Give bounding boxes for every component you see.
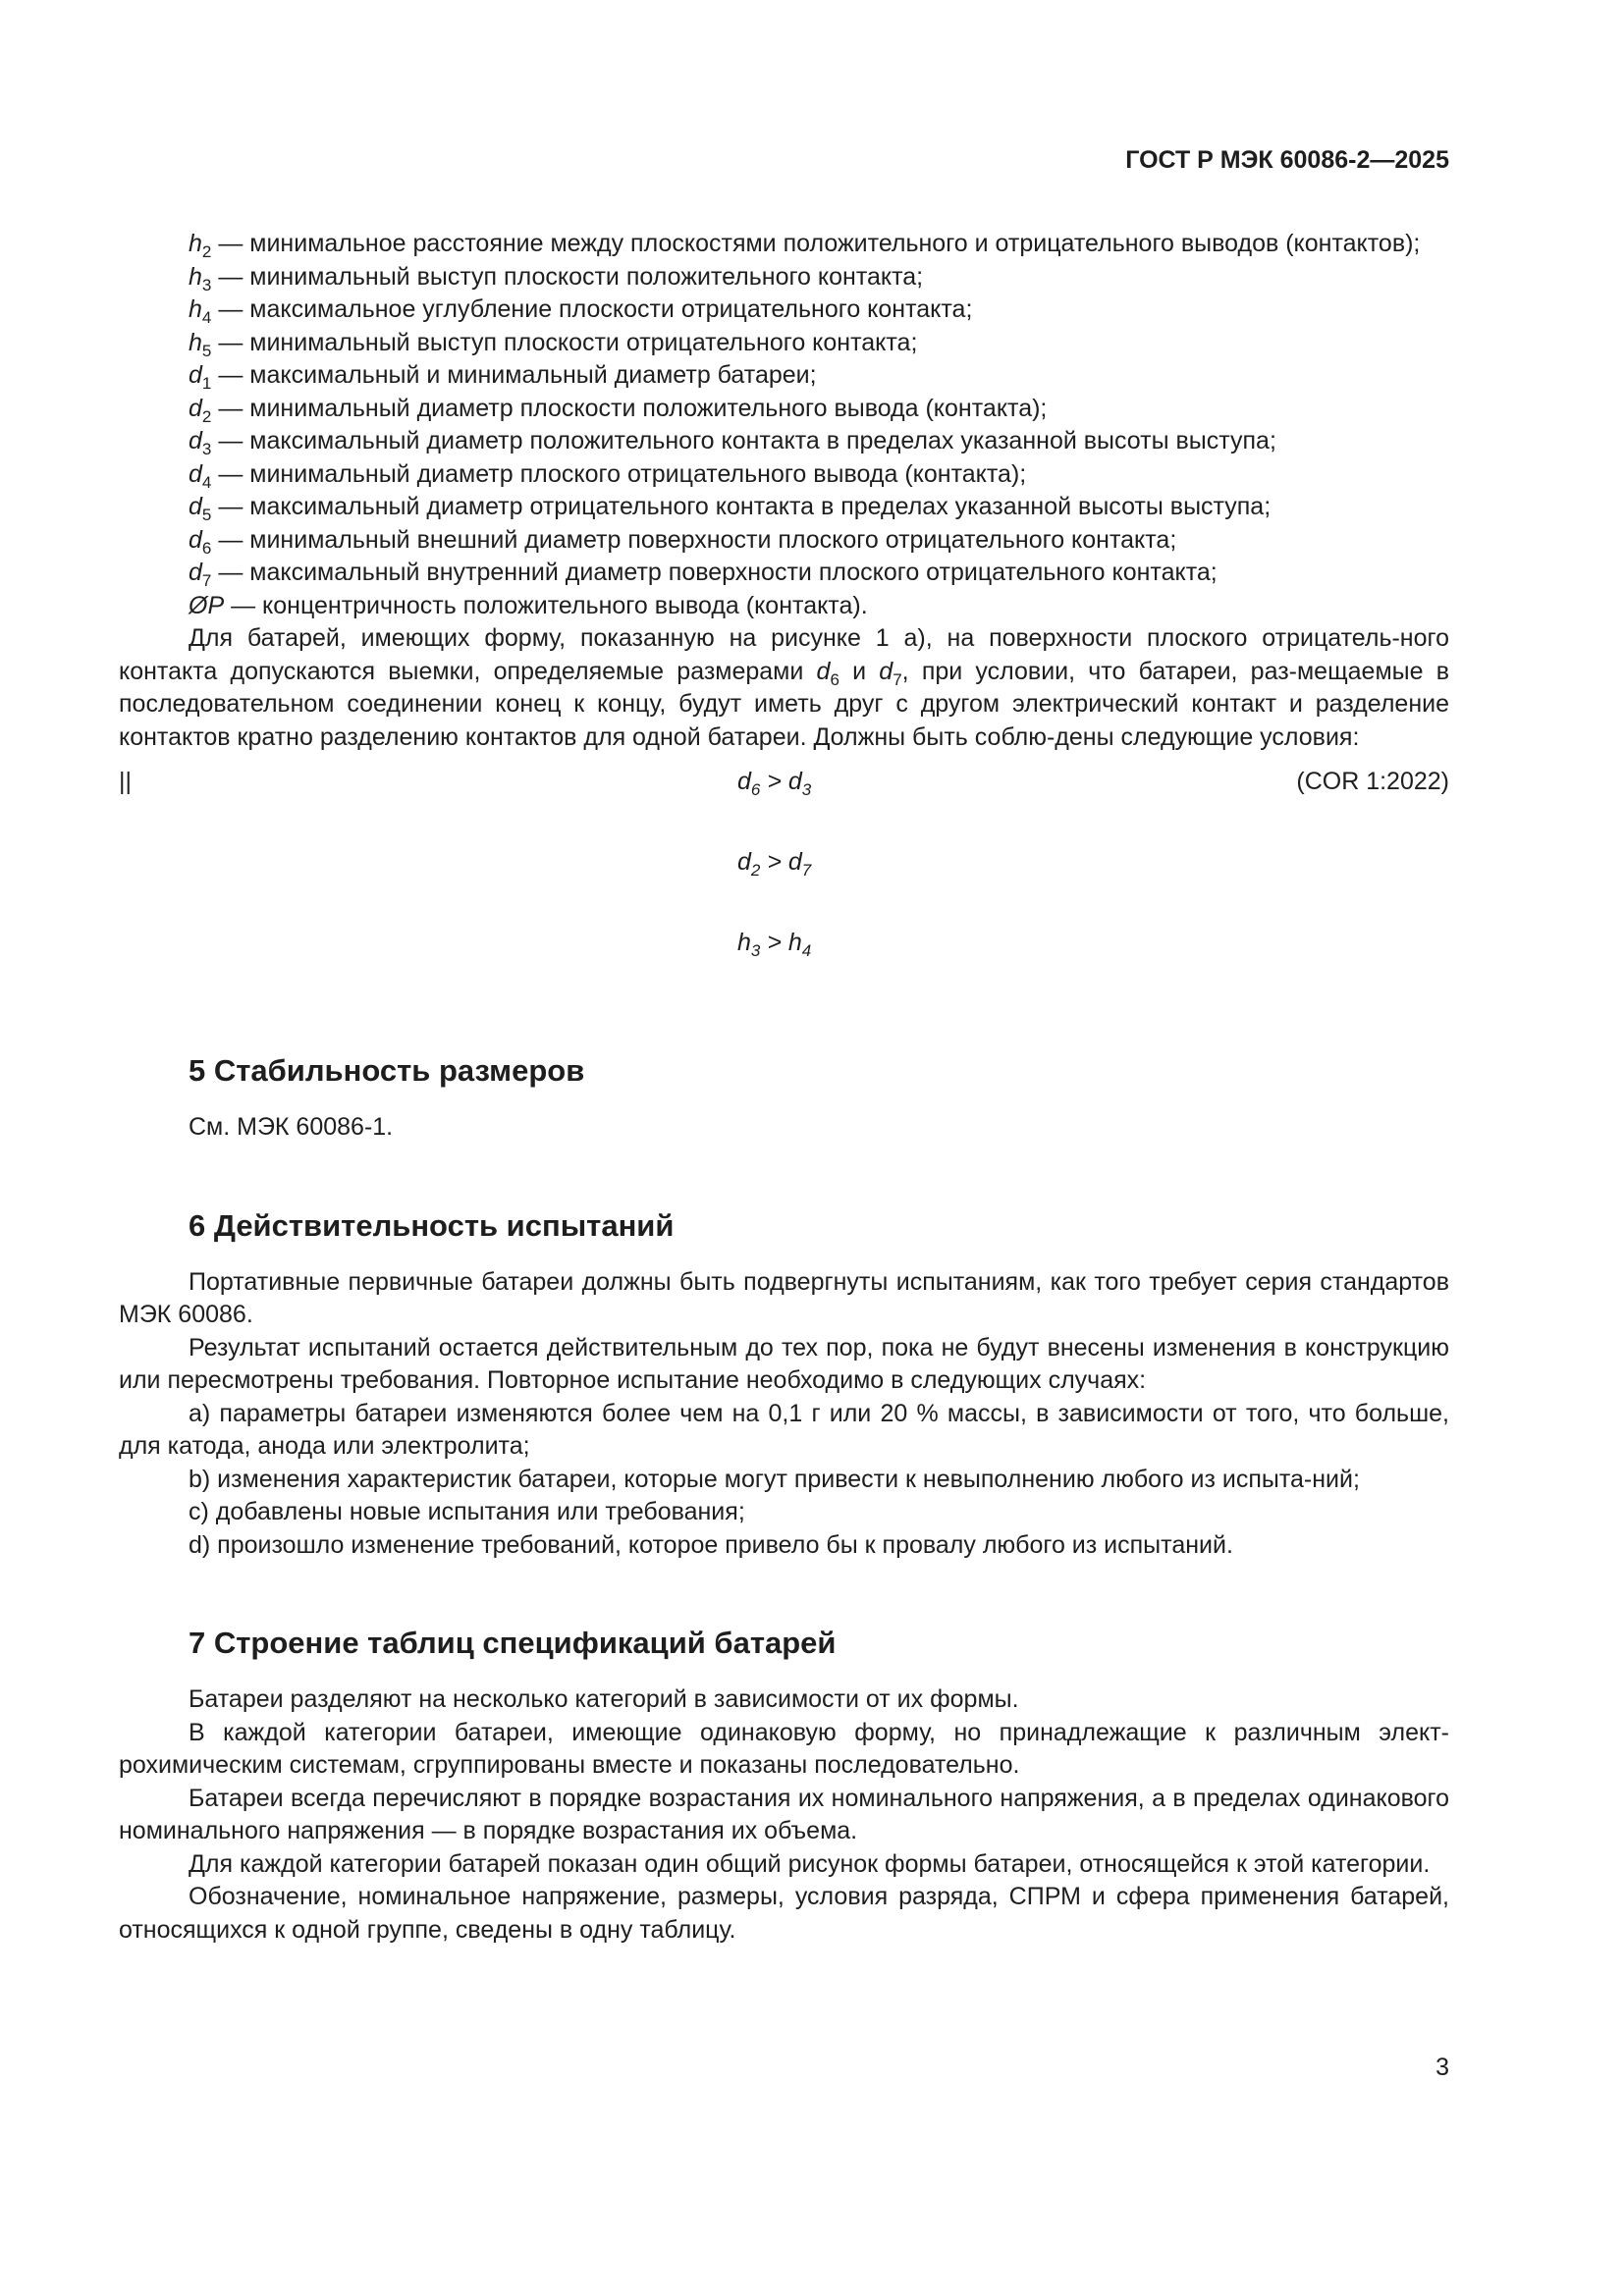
definition-item: $d_3$ — максимальный диаметр положительного контакта в пределах указанной высоты выступа; xyxy=(189,427,1276,458)
section-7-paragraph: Обозначение, номинальное напряжение, размеры, условия разряда, СПРМ и сфера применения батарей, относящихся к одной группе, сведены в одну таблицу. xyxy=(119,1883,1449,1944)
page-number: 3 xyxy=(1435,2054,1449,2081)
definition-item: $h_4$ — максимальное углубление плоскости отрицательного контакта; xyxy=(189,295,973,327)
definition-item: $h_2$ — минимальное расстояние между плоскостями положительного и отрицательного выводов (контактов); xyxy=(189,230,1421,261)
formula-expression: $d_2 > d_7$ xyxy=(737,848,812,880)
section-7-heading: 7 Строение таблиц спецификаций батарей xyxy=(189,1626,837,1660)
section-6-paragraph: Портативные первичные батареи должны быть подвергнуты испытаниям, как того требует серия стандартов МЭК 60086. xyxy=(119,1267,1449,1328)
formula-expression: $h_3 > h_4$ xyxy=(737,929,812,960)
formula-row xyxy=(119,915,1449,995)
page-body xyxy=(119,228,1449,1947)
section-7-paragraph: Батареи всегда перечисляют в порядке возрастания их номинального напряжения, а в пределах одинакового номинального напряжения — в порядке возрастания их объема. xyxy=(119,1784,1449,1844)
section-6-list-item: c) добавлены новые испытания или требования; xyxy=(189,1498,745,1525)
intro-paragraph: Для батарей, имеющих форму, показанную на рисунке 1 а), на поверхности плоского отрицатель-ного контакта допускаются выемки, определяемые размерами $d_6$ и $d_7$, при условии, что батареи, раз-мещаемые в последовательном соединении конец к концу, будут иметь друг с другом электрический контакт и разделение контактов кратно разделению контактов для одной батареи. Должны быть соблю-дены следующие условия: xyxy=(119,624,1450,751)
definition-item: $d_2$ — минимальный диаметр плоскости положительного вывода (контакта); xyxy=(189,394,1048,426)
section-6-heading: 6 Действительность испытаний xyxy=(189,1207,675,1243)
definition-item: $d_4$ — минимальный диаметр плоского отрицательного вывода (контакта); xyxy=(189,459,1027,492)
formula-row xyxy=(119,754,1449,834)
corrigendum-reference: (COR 1:2022) xyxy=(1296,768,1449,795)
change-mark: || xyxy=(119,768,132,795)
definition-item: $h_3$ — минимальный выступ плоскости положительного контакта; xyxy=(189,262,924,294)
section-7-paragraph: Для каждой категории батарей показан один общий рисунок формы батареи, относящейся к этой категории. xyxy=(189,1849,1431,1878)
document-header: ГОСТ Р МЭК 60086-2—2025 xyxy=(1125,146,1449,174)
section-6-list-item: a) параметры батареи изменяются более чем на 0,1 г или 20 % массы, в зависимости от того, что больше, для катода, анода или электролита; xyxy=(119,1399,1449,1460)
formula-expression: $d_6 > d_3$ xyxy=(737,768,812,799)
formula-row xyxy=(119,834,1449,915)
section-6-list-item: b) изменения характеристик батареи, которые могут привести к невыполнению любого из испыта-ний; xyxy=(189,1465,1360,1493)
section-7-paragraph: В каждой категории батареи, имеющие одинаковую форму, но принадлежащие к различным элект-рохимическим системам, сгруппированы вместе и показаны последовательно. xyxy=(119,1718,1449,1779)
section-6-paragraph: Результат испытаний остается действительным до тех пор, пока не будут внесены изменения в конструкцию или пересмотрены требования. Повторное испытание необходимо в следующих случаях: xyxy=(119,1333,1449,1394)
section-5-heading: 5 Стабильность размеров xyxy=(189,1053,585,1088)
section-5-paragraph: См. МЭК 60086-1. xyxy=(189,1113,394,1141)
symbol-definitions xyxy=(119,228,1449,622)
definition-item: ØP — концентричность положительного вывода (контакта). xyxy=(189,591,868,619)
definition-item: $d_7$ — максимальный внутренний диаметр поверхности плоского отрицательного контакта; xyxy=(189,559,1218,590)
definition-item: $d_1$ — максимальный и минимальный диаметр батареи; xyxy=(189,361,817,393)
section-7-paragraph: Батареи разделяют на несколько категорий в зависимости от их формы. xyxy=(189,1685,1019,1713)
definition-item: $h_5$ — минимальный выступ плоскости отрицательного контакта; xyxy=(189,328,918,360)
definition-item: $d_5$ — максимальный диаметр отрицательного контакта в пределах указанной высоты выступа; xyxy=(189,493,1272,524)
definition-item: $d_6$ — минимальный внешний диаметр поверхности плоского отрицательного контакта; xyxy=(189,525,1177,558)
section-6-list-item: d) произошло изменение требований, которое привело бы к провалу любого из испытаний. xyxy=(189,1530,1233,1559)
